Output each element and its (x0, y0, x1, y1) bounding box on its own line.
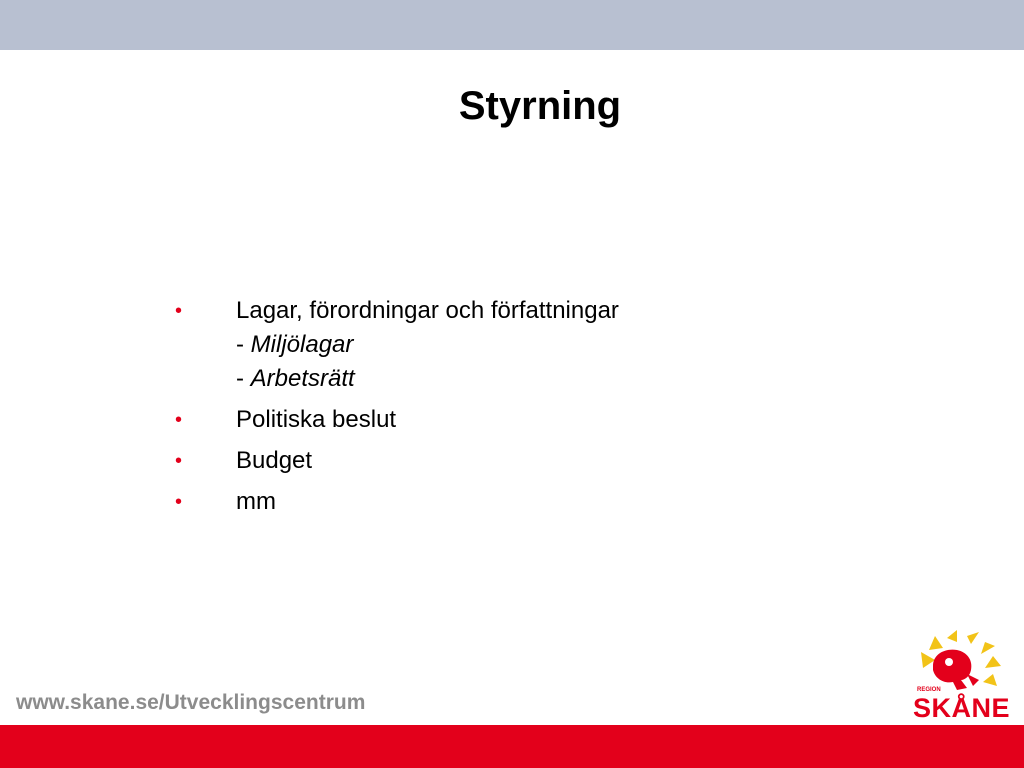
region-skane-logo (913, 630, 1009, 722)
bullet-item-budget (175, 444, 619, 478)
logo-brand-text: SKÅNE (913, 693, 1011, 723)
slide-title: Styrning (458, 84, 622, 128)
bullet-dot-icon: • (175, 491, 183, 513)
bullet-text: Politiska beslut (236, 406, 397, 433)
bullet-text: Lagar, förordningar och författningar (236, 297, 619, 324)
bullet-item-politiska-beslut (175, 403, 619, 437)
bottom-footer-band (0, 725, 1024, 768)
logo-region-text: REGION (917, 687, 941, 693)
top-header-band (0, 0, 1024, 50)
bullet-item-mm (175, 485, 619, 519)
footer-url: www.skane.se/Utvecklingscentrum (16, 691, 366, 714)
sub-item-arbetsratt (236, 362, 619, 396)
bullet-item-lagar (175, 294, 619, 396)
bullet-list (175, 294, 619, 526)
sub-item-prefix: - (236, 331, 251, 358)
bullet-text: mm (236, 488, 276, 515)
sub-item-prefix: - (236, 365, 251, 392)
bullet-dot-icon: • (175, 300, 183, 322)
bullet-dot-icon: • (175, 450, 183, 472)
bullet-dot-icon: • (175, 409, 183, 431)
bullet-text: Budget (236, 447, 313, 474)
griffin-sun-icon (913, 630, 1009, 694)
sub-item-miljolagar (236, 328, 619, 362)
sub-item-text: Arbetsrätt (250, 365, 355, 392)
sub-item-text: Miljölagar (250, 331, 354, 358)
